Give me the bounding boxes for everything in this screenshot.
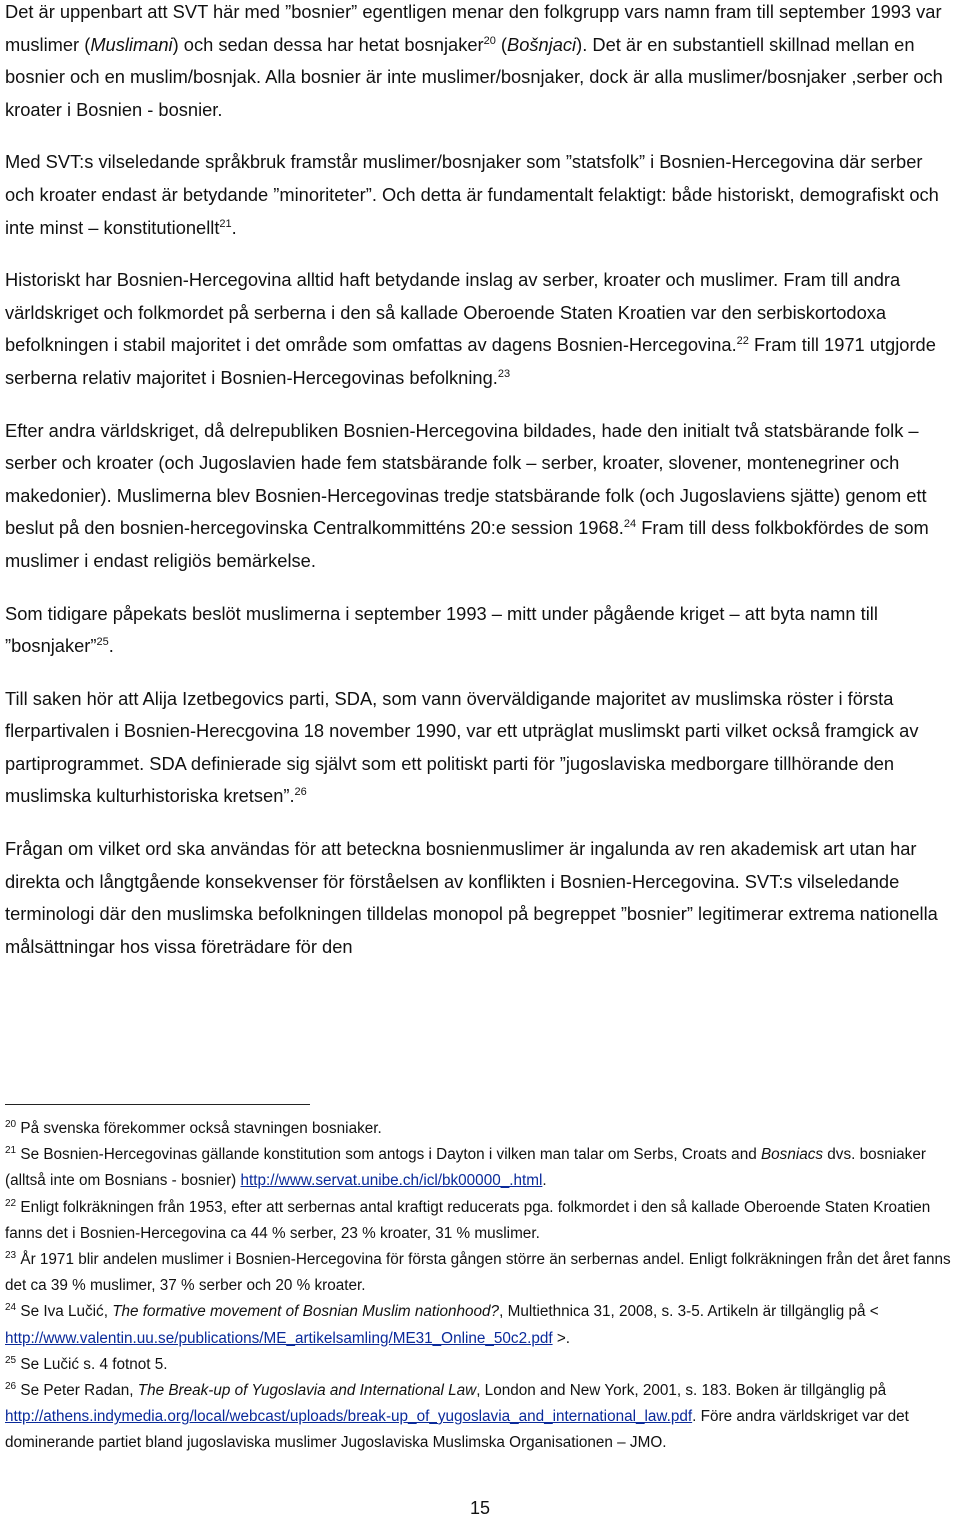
text-run: Historiskt har Bosnien-Hercegovina alltid haft betydande inslag av serber, kroater och muslimer. Fram till andra världskriget och folkmordet på serberna i den så kallade Oberoende Staten Kroatien var den serbiskortodoxa befolkningen i stabil majoritet i det område som omfattas av dagens Bosnien-Hercegovina. — [5, 269, 901, 356]
footnote — [5, 1247, 955, 1299]
italic-text: The formative movement of Bosnian Muslim nationhood? — [112, 1303, 500, 1321]
footnote-ref: 23 — [5, 1250, 17, 1262]
paragraph — [5, 683, 953, 813]
text-run: Det är uppenbart att SVT här med ”bosnier” egentligen menar den folkgrupp vars namn fram till september 1993 var muslimer ( — [5, 1, 942, 55]
text-run: >. — [552, 1329, 571, 1347]
text-run: . — [542, 1172, 547, 1190]
footnote — [5, 1195, 955, 1247]
footnote — [5, 1116, 955, 1142]
footnote-ref: 21 — [5, 1145, 17, 1157]
text-run: Som tidigare påpekats beslöt muslimerna i september 1993 – mitt under pågående kriget – att byta namn till ”bosnjaker” — [5, 602, 878, 657]
url-link[interactable]: http://www.valentin.uu.se/publications/ME_artikelsamling/ME31_Online_50c2.pdf — [5, 1329, 553, 1347]
url-link[interactable]: http://athens.indymedia.org/local/webcast/uploads/break-up_of_yugoslavia_and_international_law.pdf — [5, 1408, 693, 1426]
paragraph — [5, 598, 953, 663]
paragraph — [5, 833, 953, 963]
text-run: ) och sedan dessa har hetat bosnjaker — [172, 33, 484, 55]
footnote-ref: 26 — [294, 786, 307, 799]
footnote-ref: 25 — [96, 636, 109, 649]
text-run: År 1971 blir andelen muslimer i Bosnien-Hercegovina för första gången större än serbernas andel. Enligt folkräkningen från det året fanns det ca 39 % muslimer, 37 % serber och 20 % kroater. — [5, 1251, 951, 1295]
footnote-ref: 20 — [483, 34, 496, 47]
footnote-ref: 20 — [5, 1119, 17, 1130]
text-run: ( — [495, 33, 508, 55]
text-run: Med SVT:s vilseledande språkbruk framstår muslimer/bosnjaker som ”statsfolk” i Bosnien-Hercegovina där serber och kroater endast är betydande ”minoriteter”. Och detta är fundamentalt felaktigt: både historiskt, demografiskt och inte minst – konstitutionellt — [5, 151, 939, 238]
text-run: . Före andra världskriget var det dominerande partiet bland jugoslaviska muslimer Jugoslaviska Muslimska Organisationen – JMO. — [5, 1408, 909, 1452]
text-run: Fram till dess folkbokfördes de som muslimer i endast religiös bemärkelse. — [5, 517, 929, 571]
text-run: , Multiethnica 31, 2008, s. 3-5. Artikeln är tillgänglig på < — [499, 1303, 879, 1321]
footnotes — [5, 1116, 955, 1457]
page-number: 15 — [469, 1498, 491, 1518]
italic-text: Bosniacs — [760, 1146, 824, 1164]
text-run: Se Iva Lučić, — [16, 1303, 113, 1321]
footnote-ref: 26 — [5, 1381, 17, 1393]
text-run: Till saken hör att Alija Izetbegovics parti, SDA, som vann överväldigande majoritet av muslimska röster i första flerpartivalen i Bosnien-Herecgovina 18 november 1990, var ett utpräglat muslimskt parti vilket också framgick av partiprogrammet. SDA definierade sig självt som ett politiskt parti för ”jugoslaviska medborgare tillhörande den muslimska kulturhistoriska kretsen”. — [5, 687, 919, 807]
footnote-separator — [5, 1104, 310, 1105]
text-run: Efter andra världskriget, då delrepubliken Bosnien-Hercegovina bildades, hade den initialt två statsbärande folk – serber och kroater (och Jugoslavien hade fem statsbärande folk – serber, kroater, slovener, montenegriner och makedonier). Muslimerna blev Bosnien-Hercegovinas tredje statsbärande folk (och Jugoslaviens sjätte) genom ett beslut på den bosnien-hercegovinska Centralkommitténs 20:e session 1968. — [5, 419, 927, 539]
footnote — [5, 1142, 955, 1194]
paragraph — [5, 415, 953, 578]
italic-text: Muslimani — [90, 33, 173, 55]
paragraph — [5, 146, 953, 244]
footnote-ref: 22 — [5, 1197, 17, 1209]
url-link[interactable]: http://www.servat.unibe.ch/icl/bk00000_.html — [240, 1172, 543, 1190]
paragraph — [5, 0, 953, 126]
footnote — [5, 1378, 955, 1457]
text-run: . — [108, 635, 114, 657]
italic-text: The Break-up of Yugoslavia and International Law — [137, 1382, 477, 1400]
text-run: Frågan om vilket ord ska användas för att beteckna bosnienmuslimer är ingalunda av ren akademisk art utan har direkta och långtgående konsekvenser för förståelsen av konflikten i Bosnien-Hercegovina. SVT:s vilseledande terminologi där den muslimska befolkningen tilldelas monopol på begreppet ”bosnier” legitimerar extrema nationella målsättningar hos vissa företrädare för den — [5, 838, 938, 957]
text-run: . — [231, 216, 237, 238]
text-run: Se Peter Radan, — [16, 1382, 138, 1400]
text-run: Fram till 1971 utgjorde serberna relativ majoritet i Bosnien-Hercegovinas befolkning. — [5, 334, 936, 388]
footnote-ref: 24 — [623, 518, 637, 531]
paragraph — [5, 264, 953, 394]
footnote-ref: 21 — [219, 217, 232, 230]
text-run: ). Det är en substantiell skillnad mellan en bosnier och en muslim/bosnjak. Alla bosnier är inte muslimer/bosnjaker, dock är alla muslimer/bosnjaker ,serber och kroater i Bosnien - bosnier. — [5, 33, 943, 120]
footnote — [5, 1299, 955, 1351]
footnote-ref: 23 — [497, 367, 511, 380]
text-run: Se Lučić s. 4 fotnot 5. — [16, 1355, 168, 1373]
footnote-ref: 24 — [5, 1302, 17, 1314]
text-run: dvs. bosniaker (alltså inte om Bosnians - bosnier) — [5, 1146, 926, 1190]
footnote-ref: 25 — [5, 1354, 17, 1366]
footnote — [5, 1352, 955, 1378]
text-run: På svenska förekommer också stavningen bosniaker. — [16, 1120, 382, 1137]
italic-text: Bošnjaci — [507, 33, 577, 55]
body-text — [5, 0, 953, 983]
text-run: , London and New York, 2001, s. 183. Boken är tillgänglig på — [476, 1382, 887, 1400]
text-run: Enligt folkräkningen från 1953, efter att serbernas antal kraftigt reducerats pga. folkmordet i den så kallade Oberoende Staten Kroatien fanns det i Bosnien-Hercegovina ca 44 % serber, 23 % kroater, 31 % muslimer. — [5, 1198, 931, 1242]
text-run: Se Bosnien-Hercegovinas gällande konstitution som antogs i Dayton i vilken man talar om Serbs, Croats and — [16, 1146, 761, 1164]
footnote-ref: 22 — [736, 335, 749, 348]
